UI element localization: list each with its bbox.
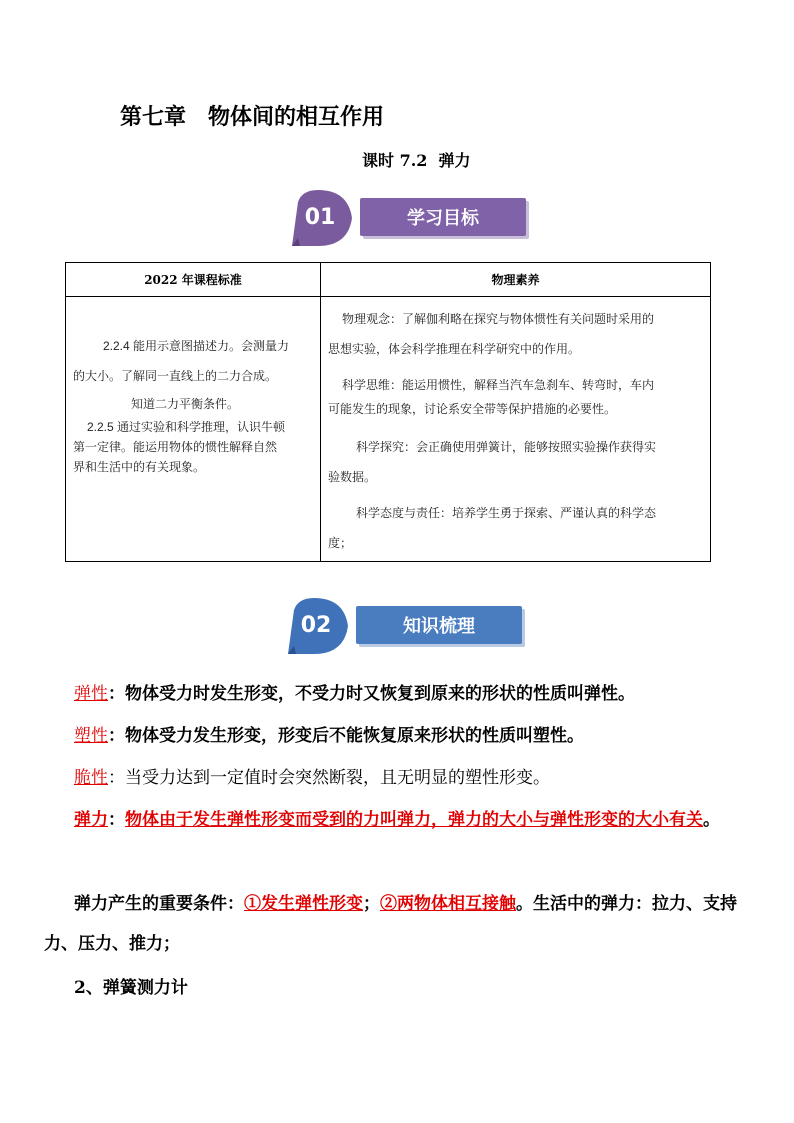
- curriculum-line: 2.2.4 能用示意图描述力。会测量力: [103, 339, 290, 353]
- plastic-paragraph: [44, 716, 754, 756]
- colon: ：: [108, 810, 125, 830]
- conditions-prefix: 弹力产生的重要条件：: [74, 894, 244, 914]
- term-brittle: 脆性: [74, 768, 108, 788]
- term-elastic-force: 弹力: [74, 810, 108, 830]
- literacy-line: 物理观念：了解伽利略在探究与物体惯性有关问题时采用的: [342, 312, 655, 326]
- section-banner-01: [288, 188, 528, 252]
- standards-table: [65, 262, 711, 562]
- condition-1: ①发生弹性形变: [244, 894, 363, 914]
- literacy-line: 科学探究：会正确使用弹簧计，能够按照实验操作获得实: [356, 440, 657, 454]
- elastic-force-paragraph: [44, 800, 754, 840]
- table-header: 物理素养: [321, 263, 711, 297]
- elastic-paragraph: [44, 674, 754, 714]
- brittle-paragraph: [44, 758, 754, 798]
- conditions-suffix: 。生活中的弹力：拉力、支持力、压力、推力；: [44, 894, 737, 954]
- brittle-definition: ：当受力达到一定值时会突然断裂，且无明显的塑性形变。: [108, 768, 550, 788]
- curriculum-line: 2.2.5 通过实验和科学推理，认识牛顿: [87, 420, 286, 434]
- curriculum-line: 第一定律。能运用物体的惯性解释自然: [73, 440, 278, 454]
- term-elastic: 弹性: [74, 684, 108, 704]
- elastic-force-definition: 物体由于发生弹性形变而受到的力叫弹力，弹力的大小与弹性形变的大小有关: [125, 810, 703, 830]
- literacy-line: 科学思维：能运用惯性，解释当汽车急刹车、转弯时，车内: [342, 378, 655, 392]
- condition-2: ②两物体相互接触: [380, 894, 516, 914]
- literacy-line: 度；: [328, 536, 353, 550]
- curriculum-line: 知道二力平衡条件。: [131, 397, 240, 411]
- curriculum-line: 的大小。了解同一直线上的二力合成。: [73, 369, 278, 383]
- spring-scale-heading: 2、弹簧测力计: [74, 978, 188, 998]
- table-header: 2022 年课程标准: [66, 263, 321, 297]
- conditions-paragraph: [44, 884, 754, 964]
- literacy-line: 验数据。: [328, 470, 377, 484]
- term-plastic: 塑性: [74, 726, 108, 746]
- elastic-definition: ：物体受力时发生形变，不受力时又恢复到原来的形状的性质叫弹性。: [108, 684, 635, 704]
- chapter-title: 第七章 物体间的相互作用: [120, 104, 385, 130]
- lesson-title: 课时 7.2 弹力: [362, 151, 471, 170]
- section-number: 01: [304, 204, 336, 230]
- literacy-line: 可能发生的现象，讨论系安全带等保护措施的必要性。: [328, 402, 617, 416]
- plastic-definition: ：物体受力发生形变，形变后不能恢复原来形状的性质叫塑性。: [108, 726, 584, 746]
- section-label: 学习目标: [360, 198, 526, 236]
- period: 。: [703, 810, 720, 830]
- literacy-line: 科学态度与责任：培养学生勇于探索、严谨认真的科学态: [356, 506, 657, 520]
- separator: ；: [363, 894, 380, 914]
- section-banner-02: [284, 596, 524, 660]
- section-label: 知识梳理: [356, 606, 522, 644]
- literacy-line: 思想实验，体会科学推理在科学研究中的作用。: [328, 342, 581, 356]
- section-number: 02: [300, 612, 332, 638]
- literacy-cell: [321, 297, 711, 562]
- curriculum-cell: [66, 297, 321, 562]
- curriculum-line: 界和生活中的有关现象。: [73, 460, 206, 474]
